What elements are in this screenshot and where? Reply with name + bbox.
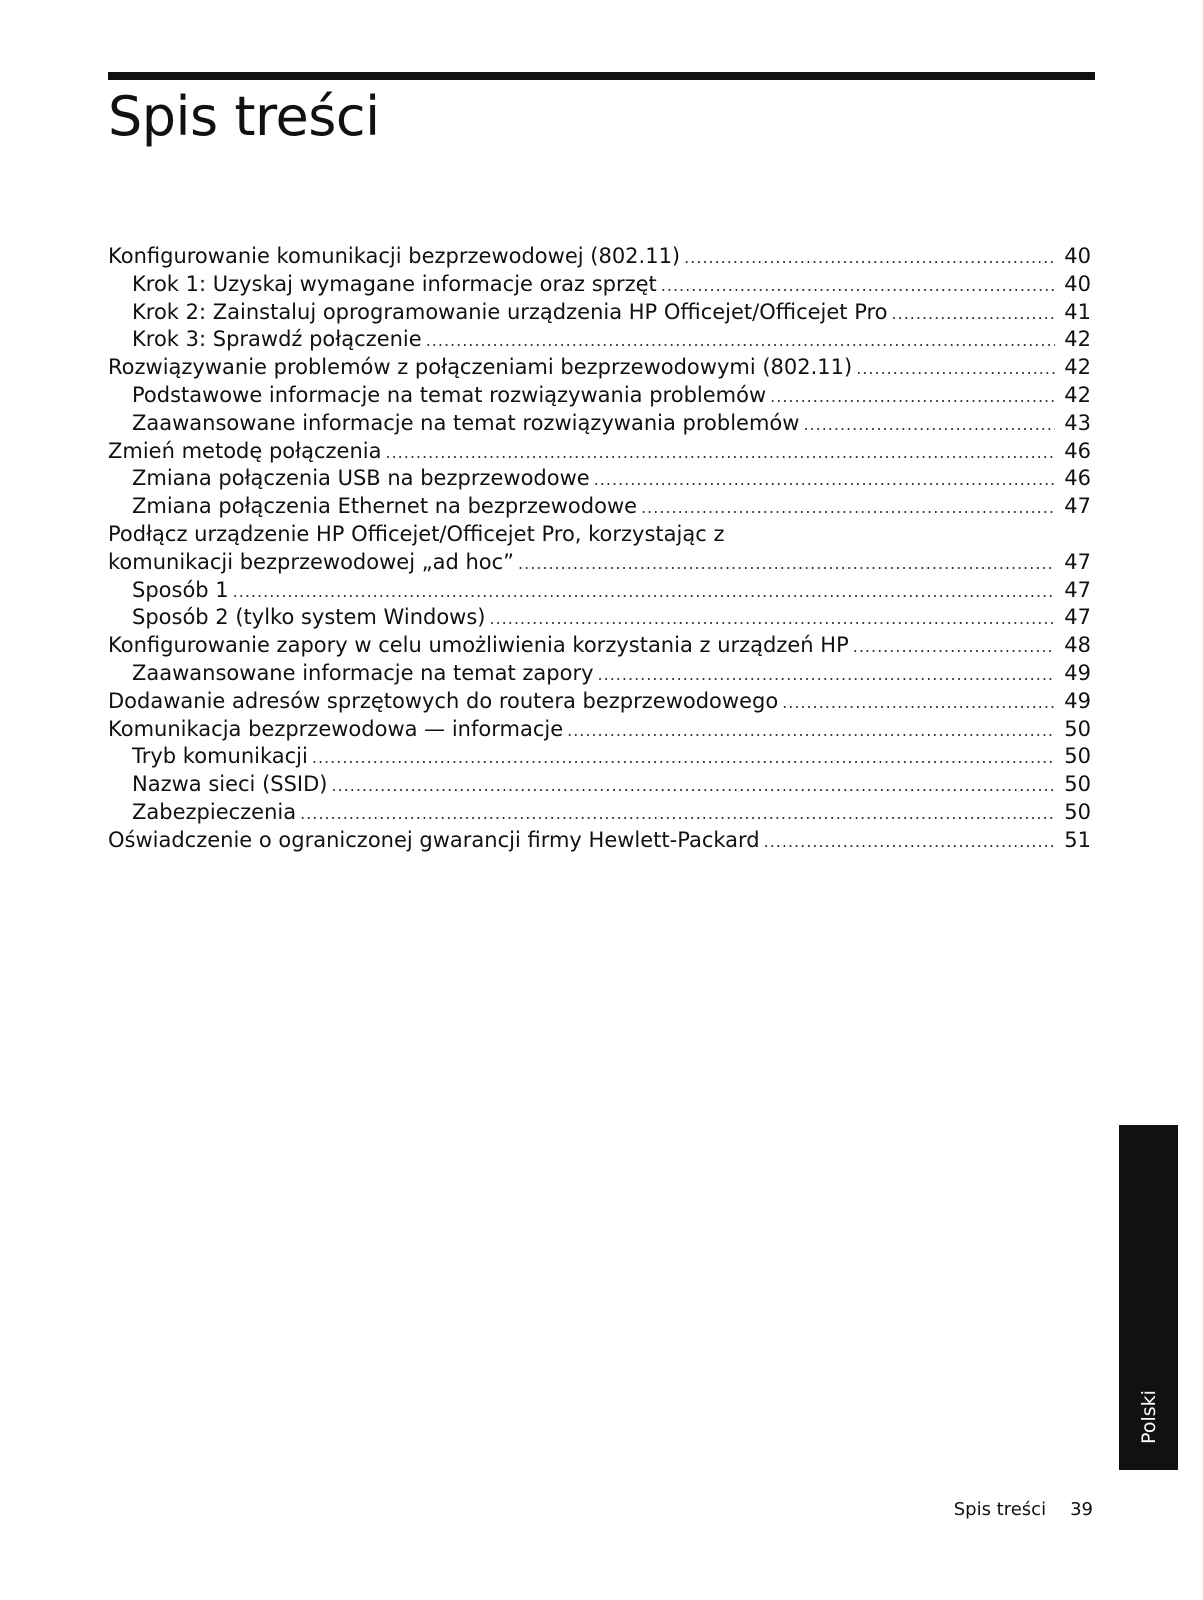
toc-entry-title: Sposób 1 [132,577,229,602]
toc-dot-leader [312,744,1055,772]
toc-entry[interactable] [108,716,1091,744]
toc-dot-leader [803,411,1055,439]
footer-page-number: 39 [1070,1499,1093,1520]
toc-entry-title: Zabezpieczenia [132,799,297,824]
toc-dot-leader [661,272,1055,300]
toc-entry-page: 42 [1064,355,1091,380]
toc-dot-leader [853,633,1055,661]
toc-entry[interactable] [108,799,1091,827]
toc-dot-leader [641,494,1055,522]
toc-entry-page: 46 [1064,438,1091,463]
toc-entry[interactable] [108,438,1091,466]
toc-entry-title: Krok 2: Zainstaluj oprogramowanie urządzenia HP Officejet/Officejet Pro [132,299,888,324]
toc-entry[interactable] [108,410,1091,438]
toc-entry[interactable] [108,688,1091,716]
toc-entry[interactable] [108,577,1091,605]
toc-entry-title: Podstawowe informacje na temat rozwiązywania problemów [132,382,767,407]
toc-entry-page: 42 [1064,382,1091,407]
toc-dot-leader [598,661,1055,689]
toc-dot-leader [331,772,1055,800]
toc-dot-leader [856,355,1055,383]
toc-dot-leader [490,605,1056,633]
toc-entry-title: Konfigurowanie zapory w celu umożliwienia korzystania z urządzeń HP [108,633,849,658]
toc-entry-title: Zaawansowane informacje na temat zapory [132,660,594,685]
toc-entry-page: 47 [1064,549,1091,574]
toc-entry-page: 43 [1064,410,1091,435]
toc-entry-title: Sposób 2 (tylko system Windows) [132,605,486,630]
toc-entry-page: 50 [1064,744,1091,769]
toc-entry[interactable] [108,382,1091,410]
toc-entry-title: Rozwiązywanie problemów z połączeniami bezprzewodowymi (802.11) [108,355,853,380]
toc-entry-page: 49 [1064,688,1091,713]
language-tab [1119,1125,1178,1470]
toc-entry[interactable] [108,243,1091,271]
toc-entry-title: Zmiana połączenia Ethernet na bezprzewodowe [132,494,638,519]
top-rule [108,72,1095,80]
toc-entry[interactable] [108,632,1091,660]
toc-entry[interactable] [108,771,1091,799]
toc-entry[interactable] [108,604,1091,632]
toc-dot-leader [426,327,1055,355]
toc-entry-title: Dodawanie adresów sprzętowych do routera bezprzewodowego [108,688,779,713]
toc-entry[interactable] [108,465,1091,493]
language-tab-label: Polski [1137,1390,1160,1444]
toc-entry[interactable] [108,326,1091,354]
footer-section-title: Spis treści [953,1499,1047,1520]
page-footer [954,1499,1093,1520]
toc-entry-page: 40 [1064,271,1091,296]
toc-dot-leader [764,828,1055,856]
toc-entry-page: 48 [1064,633,1091,658]
toc-dot-leader [594,466,1055,494]
toc-dot-leader [567,717,1055,745]
toc-entry-title: Zaawansowane informacje na temat rozwiązywania problemów [132,410,800,435]
toc-entry-title: Zmień metodę połączenia [108,438,382,463]
toc-entry[interactable] [108,299,1091,327]
toc-dot-leader [300,800,1055,828]
toc-entry-page: 51 [1064,827,1091,852]
toc-entry-page: 47 [1064,577,1091,602]
toc-dot-leader [518,550,1055,578]
toc-entry-title: Krok 3: Sprawdź połączenie [132,327,422,352]
toc-entry[interactable] [108,493,1091,521]
toc-entry-title: Nazwa sieci (SSID) [132,772,328,797]
toc-entry-page: 46 [1064,466,1091,491]
toc-entry-page: 49 [1064,660,1091,685]
toc-entry-title: Zmiana połączenia USB na bezprzewodowe [132,466,590,491]
toc-entry[interactable] [108,549,1091,577]
toc-entry-page: 47 [1064,494,1091,519]
toc-entry[interactable] [108,271,1091,299]
language-tab-label-wrap [1119,1372,1178,1462]
toc-entry-page: 47 [1064,605,1091,630]
toc-entry-title: Podłącz urządzenie HP Officejet/Officejet Pro, korzystając z [108,521,725,546]
table-of-contents [108,243,1091,855]
toc-entry[interactable] [108,660,1091,688]
toc-entry-title: komunikacji bezprzewodowej „ad hoc” [108,549,515,574]
toc-entry-title: Krok 1: Uzyskaj wymagane informacje oraz sprzęt [132,271,657,296]
toc-dot-leader [233,578,1055,606]
toc-entry[interactable] [108,521,1091,549]
toc-entry-page: 42 [1064,327,1091,352]
toc-dot-leader [782,689,1055,717]
toc-entry-title: Komunikacja bezprzewodowa — informacje [108,716,564,741]
toc-entry-title: Oświadczenie o ograniczonej gwarancji firmy Hewlett-Packard [108,827,760,852]
toc-dot-leader [770,383,1055,411]
toc-entry-title: Konfigurowanie komunikacji bezprzewodowej (802.11) [108,244,681,268]
toc-entry-title: Tryb komunikacji [132,744,308,769]
page-title: Spis treści [108,85,380,148]
toc-entry-page: 41 [1064,299,1091,324]
toc-entry-page: 50 [1064,772,1091,797]
toc-dot-leader [385,439,1055,467]
toc-dot-leader [892,300,1055,328]
toc-entry[interactable] [108,827,1091,855]
toc-entry-page: 50 [1064,799,1091,824]
toc-entry-page: 50 [1064,716,1091,741]
toc-entry-page: 40 [1064,244,1091,268]
toc-entry[interactable] [108,354,1091,382]
toc-entry[interactable] [108,743,1091,771]
toc-dot-leader [684,244,1055,272]
